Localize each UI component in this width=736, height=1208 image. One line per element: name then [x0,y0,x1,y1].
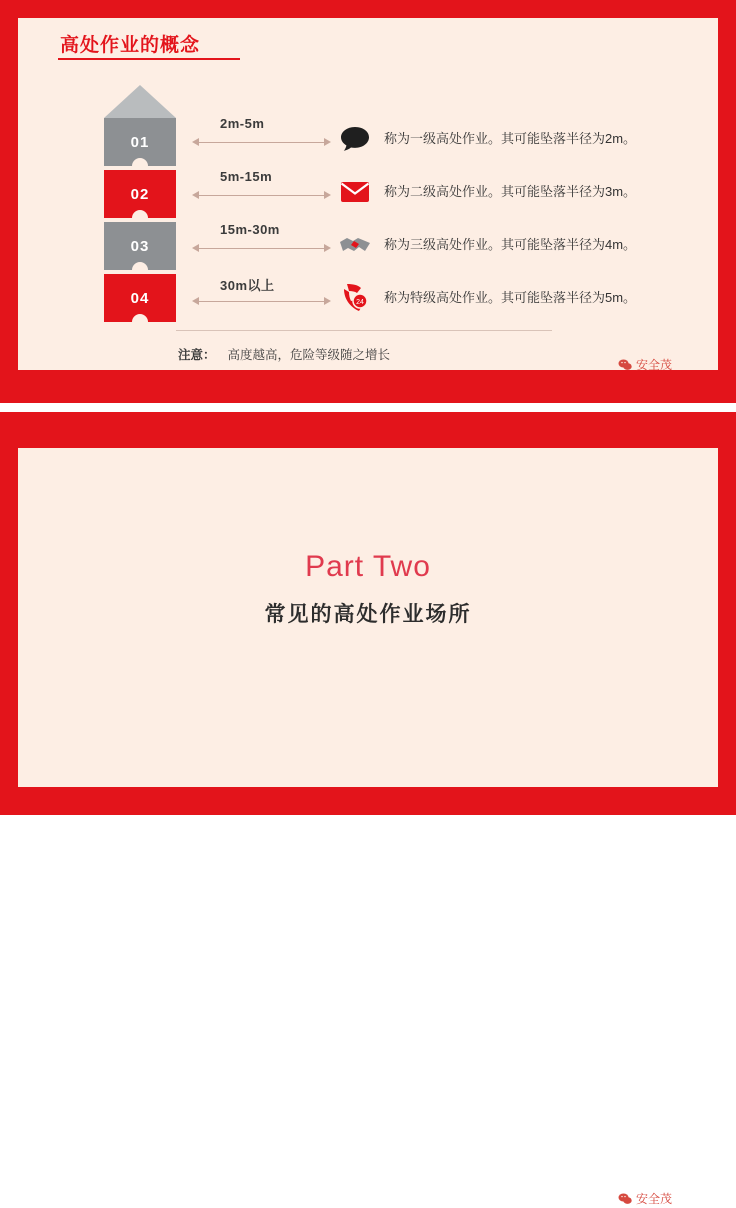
slide-one-right-band [718,0,736,403]
envelope-icon [336,175,374,209]
slide-one [0,0,736,403]
slide-one-left-band [0,0,18,403]
slide-one-title: 高处作业的概念 [60,35,201,56]
level-distance-label: 2m-5m [220,116,265,131]
level-distance-label: 30m以上 [220,278,275,293]
note-text: 高度越高，危险等级随之增长 [227,348,391,362]
slide-two-top-band [0,412,736,448]
slide-one-bottom-band [0,370,736,403]
speech-bubble-icon [336,122,374,156]
wechat-icon [618,1193,632,1205]
arrow-line [198,301,326,302]
phone-24h-icon [336,281,374,315]
note-divider [176,330,552,331]
watermark-label: 安全茂 [636,358,673,372]
level-tower-graphic [104,85,176,325]
level-row [176,112,696,164]
note-block [178,345,390,363]
level-row [176,165,696,217]
slide-two-bottom-band [0,787,736,815]
watermark [618,356,672,373]
level-description: 称为三级高处作业。其可能坠落半径为4m。 [384,237,637,252]
watermark-label: 安全茂 [636,1192,673,1206]
arrow-right-icon [324,244,331,252]
arrow-line [198,142,326,143]
slide-two [0,412,736,1206]
level-description: 称为一级高处作业。其可能坠落半径为2m。 [384,131,637,146]
slide-one-title-underline [58,58,240,60]
watermark [618,1190,672,1207]
arrow-right-icon [324,191,331,199]
arrow-line [198,248,326,249]
svg-text:24: 24 [356,299,364,306]
level-description: 称为特级高处作业。其可能坠落半径为5m。 [384,290,637,305]
slide-one-top-band [0,0,736,18]
handshake-icon [336,228,374,262]
level-distance-label: 5m-15m [220,169,273,184]
wechat-icon [618,359,632,371]
arrow-right-icon [324,138,331,146]
tower-notch-4 [132,314,148,330]
arrow-line [198,195,326,196]
note-label: 注意： [178,348,216,362]
tower-block-04: 04 [104,274,176,322]
tower-block-03: 03 [104,222,176,270]
level-distance-label: 15m-30m [220,222,280,237]
arrow-right-icon [324,297,331,305]
level-description: 称为二级高处作业。其可能坠落半径为3m。 [384,184,637,199]
tower-block-02: 02 [104,170,176,218]
tower-tip [104,85,176,118]
part-title: Part Two [305,550,431,583]
tower-block-01: 01 [104,118,176,166]
level-row [176,218,696,270]
level-row [176,271,696,323]
part-subtitle: 常见的高处作业场所 [264,603,472,626]
